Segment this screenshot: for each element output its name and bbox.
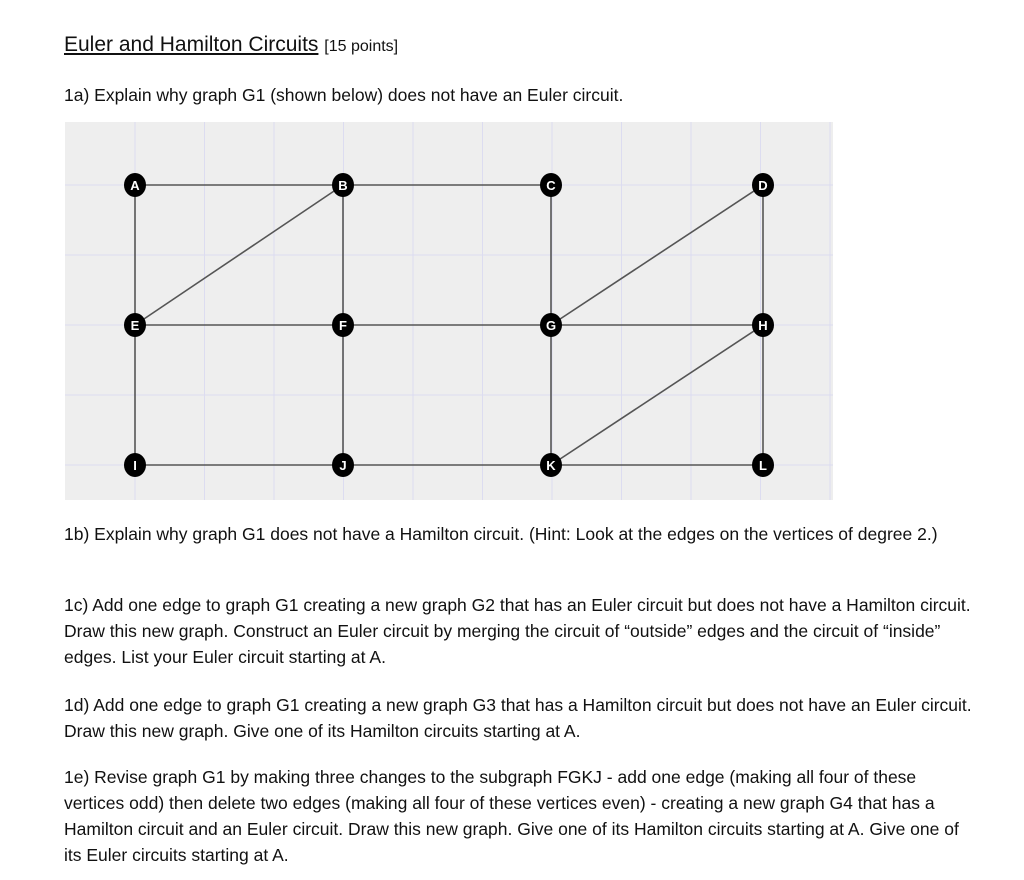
vertex-C [540, 173, 562, 197]
vertex-label: L [759, 458, 767, 473]
vertex-label: K [546, 458, 556, 473]
vertex-G [540, 313, 562, 337]
question-1e: 1e) Revise graph G1 by making three changes to the subgraph FGKJ - add one edge (making all four of these vertices odd) then delete two edges (making all four of these vertices even) - creating a new graph G4 that has a Hamilton circuit and an Euler circuit. Draw this new graph. Give one of its Hamilton circuits starting at A. Give one of its Euler circuits starting at A. [64, 767, 959, 865]
graph-svg [65, 122, 833, 500]
vertex-label: G [545, 318, 557, 333]
vertex-label: I [133, 458, 137, 473]
vertex-I [124, 453, 146, 477]
vertex-label: H [758, 318, 768, 333]
vertex-label: D [758, 178, 768, 193]
vertex-label: F [339, 318, 347, 333]
vertex-H [752, 313, 774, 337]
page-title [64, 32, 974, 60]
title-points: [15 points] [324, 38, 399, 55]
vertex-B [332, 173, 354, 197]
vertex-label: E [130, 318, 140, 333]
vertex-K [540, 453, 562, 477]
vertex-E [124, 313, 146, 337]
vertex-A [124, 173, 146, 197]
vertex-label: B [338, 178, 348, 193]
question-1b: 1b) Explain why graph G1 does not have a Hamilton circuit. (Hint: Look at the edges on the vertices of degree 2.) [64, 524, 938, 544]
vertex-D [752, 173, 774, 197]
vertex-L [752, 453, 774, 477]
question-1a: 1a) Explain why graph G1 (shown below) does not have an Euler circuit. [64, 85, 624, 105]
vertex-F [332, 313, 354, 337]
title-main: Euler and Hamilton Circuits [64, 33, 319, 56]
graph-g1 [65, 122, 833, 500]
vertex-J [332, 453, 354, 477]
vertex-label: J [339, 458, 347, 473]
question-1d: 1d) Add one edge to graph G1 creating a new graph G3 that has a Hamilton circuit but does not have an Euler circuit. Draw this new graph. Give one of its Hamilton circuits starting at A. [64, 695, 972, 741]
vertex-label: C [546, 178, 556, 193]
vertex-label: A [130, 178, 140, 193]
question-1c: 1c) Add one edge to graph G1 creating a new graph G2 that has an Euler circuit but does not have a Hamilton circuit. Draw this new graph. Construct an Euler circuit by merging the circuit of “outside” edges and the circuit of “inside” edges. List your Euler circuit starting at A. [64, 595, 971, 667]
